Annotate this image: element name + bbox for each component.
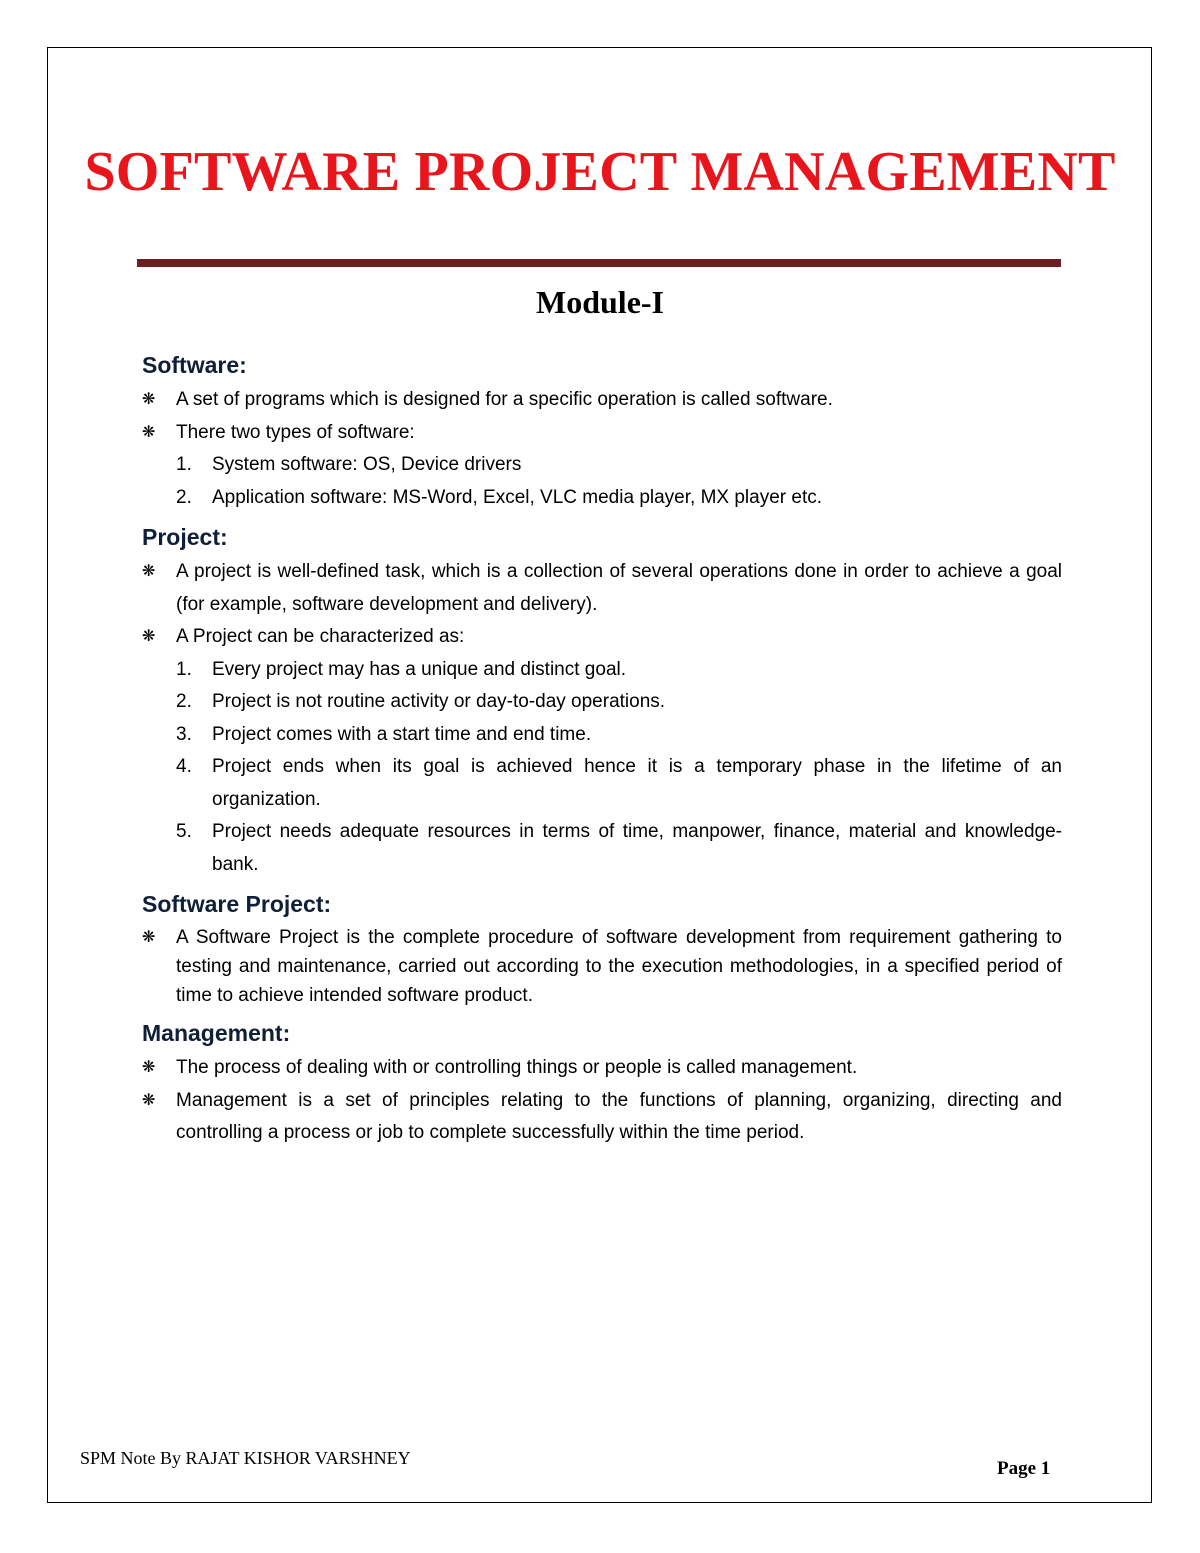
bullet-text: The process of dealing with or controlling things or people is called management. [176,1057,858,1078]
item-text: Project ends when its goal is achieved hence it is a temporary phase in the lifetime of an organization. [212,756,1062,810]
title-divider [137,259,1061,267]
asterisk-bullet-icon: ❋ [142,628,156,645]
section-management [142,1018,1062,1150]
bullet-text: A Software Project is the complete procedure of software development from requirement gathering to testing and maintenance, carried out according to the execution methodologies, in a specified period of time to achieve intended software product. [176,927,1062,1006]
item-text: Project comes with a start time and end time. [212,723,592,745]
item-text: Project is not routine activity or day-to-day operations. [212,691,666,712]
bullet-item [142,923,1062,1010]
asterisk-bullet-icon: ❋ [142,1091,156,1109]
item-number: 1. [176,658,192,680]
asterisk-bullet-icon: ❋ [142,563,156,580]
bullet-item [142,1052,1062,1085]
item-text: Project needs adequate resources in terms of time, manpower, finance, material and knowledge-bank. [212,821,1062,875]
bullet-text: There two types of software: [176,421,415,443]
bullet-item [142,417,1062,450]
item-number: 2. [176,486,192,508]
numbered-item [142,686,1062,719]
module-title: Module-I [536,284,664,320]
section-heading: Project: [142,524,228,550]
section-heading: Software Project: [142,891,332,917]
item-number: 2. [176,691,192,712]
bullet-text: A project is well-defined task, which is a collection of several operations done in order to achieve a goal (for example, software development and delivery). [176,561,1062,615]
numbered-item [142,654,1062,687]
page-number: Page 1 [997,1458,1051,1479]
asterisk-bullet-icon: ❋ [142,929,156,946]
item-number: 3. [176,723,192,745]
section-heading: Software: [142,352,247,378]
bullet-item [142,556,1062,621]
bullet-item [142,1085,1062,1150]
item-number: 5. [176,821,192,842]
bullet-text: A Project can be characterized as: [176,626,465,647]
document-body [142,350,1062,1158]
asterisk-bullet-icon: ❋ [142,391,156,408]
item-text: System software: OS, Device drivers [212,454,522,475]
section-project [142,522,1062,881]
section-software [142,350,1062,514]
bullet-item [142,384,1062,417]
bullet-item [142,621,1062,654]
numbered-item [142,719,1062,752]
asterisk-bullet-icon: ❋ [142,1059,156,1076]
bullet-text: A set of programs which is designed for a specific operation is called software. [176,389,833,410]
bullet-text: Management is a set of principles relating to the functions of planning, organizing, directing and controlling a process or job to complete successfully within the time period. [176,1089,1062,1143]
item-number: 4. [176,756,192,777]
footer-author: SPM Note By RAJAT KISHOR VARSHNEY [80,1448,411,1468]
numbered-item [142,449,1062,482]
section-software-project [142,889,1062,1010]
item-text: Application software: MS-Word, Excel, VLC media player, MX player etc. [212,486,823,508]
item-text: Every project may has a unique and distinct goal. [212,658,627,680]
item-number: 1. [176,454,192,475]
document-title: SOFTWARE PROJECT MANAGEMENT [84,141,1116,203]
numbered-item [142,482,1062,515]
numbered-item [142,816,1062,881]
section-heading: Management: [142,1020,291,1046]
asterisk-bullet-icon: ❋ [142,423,156,441]
numbered-item [142,751,1062,816]
